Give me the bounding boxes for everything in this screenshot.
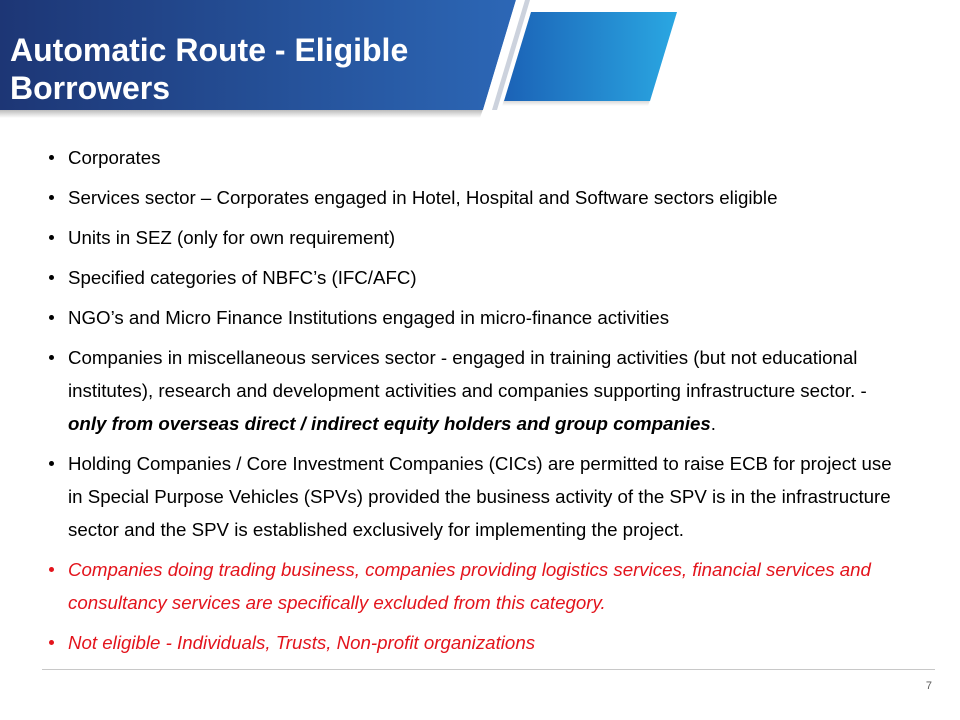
bullet-list [68, 141, 902, 666]
bullet-item-holding-companies [68, 447, 902, 546]
bullet-item-nbfc [68, 261, 902, 294]
bullet-marker [49, 567, 54, 572]
bullet-marker [49, 315, 54, 320]
bullet-text: Specified categories of NBFC’s (IFC/AFC) [68, 267, 417, 288]
bullet-text [68, 347, 867, 434]
bullet-text: Corporates [68, 147, 161, 168]
bullet-text-segment: . [710, 413, 716, 434]
bullet-marker [49, 640, 54, 645]
bullet-text: Companies doing trading business, companies providing logistics services, financial services and consultancy services are specifically excluded from this category. [68, 559, 871, 613]
title-banner-shadow [0, 109, 483, 118]
bullet-item-excluded-companies [68, 553, 902, 619]
bullet-item-ngo-mfi [68, 301, 902, 334]
slide-title: Automatic Route - Eligible Borrowers [10, 32, 409, 106]
bullet-text: Units in SEZ (only for own requirement) [68, 227, 396, 248]
bullet-emphasis-text: only from overseas direct / indirect equity holders and group companies [68, 413, 711, 434]
accent-banner [504, 12, 677, 101]
bullet-item-corporates [68, 141, 902, 174]
bullet-marker [49, 275, 54, 280]
page-number: 7 [925, 680, 932, 692]
bullet-marker [49, 461, 54, 466]
bullet-marker [49, 235, 54, 240]
bullet-item-not-eligible [68, 626, 902, 659]
bullet-text-segment: Companies in miscellaneous services sector - engaged in training activities (but not educational institutes), research and development activities and companies supporting infrastructure sector. - [68, 347, 867, 401]
bullet-item-misc-services [68, 341, 902, 440]
bullet-text: Not eligible - Individuals, Trusts, Non-profit organizations [68, 632, 536, 653]
bullet-marker [49, 155, 54, 160]
bullet-item-services-sector [68, 181, 902, 214]
bullet-text: Services sector – Corporates engaged in Hotel, Hospital and Software sectors eligible [68, 187, 778, 208]
bullet-item-sez-units [68, 221, 902, 254]
bullet-marker [49, 195, 54, 200]
footer-divider [42, 669, 935, 670]
bullet-marker [49, 355, 54, 360]
bullet-text: Holding Companies / Core Investment Companies (CICs) are permitted to raise ECB for project use in Special Purpose Vehicles (SPVs) provided the business activity of the SPV is in the infrastructure sector and the SPV is established exclusively for implementing the project. [68, 453, 892, 540]
bullet-text: NGO’s and Micro Finance Institutions engaged in micro-finance activities [68, 307, 670, 328]
